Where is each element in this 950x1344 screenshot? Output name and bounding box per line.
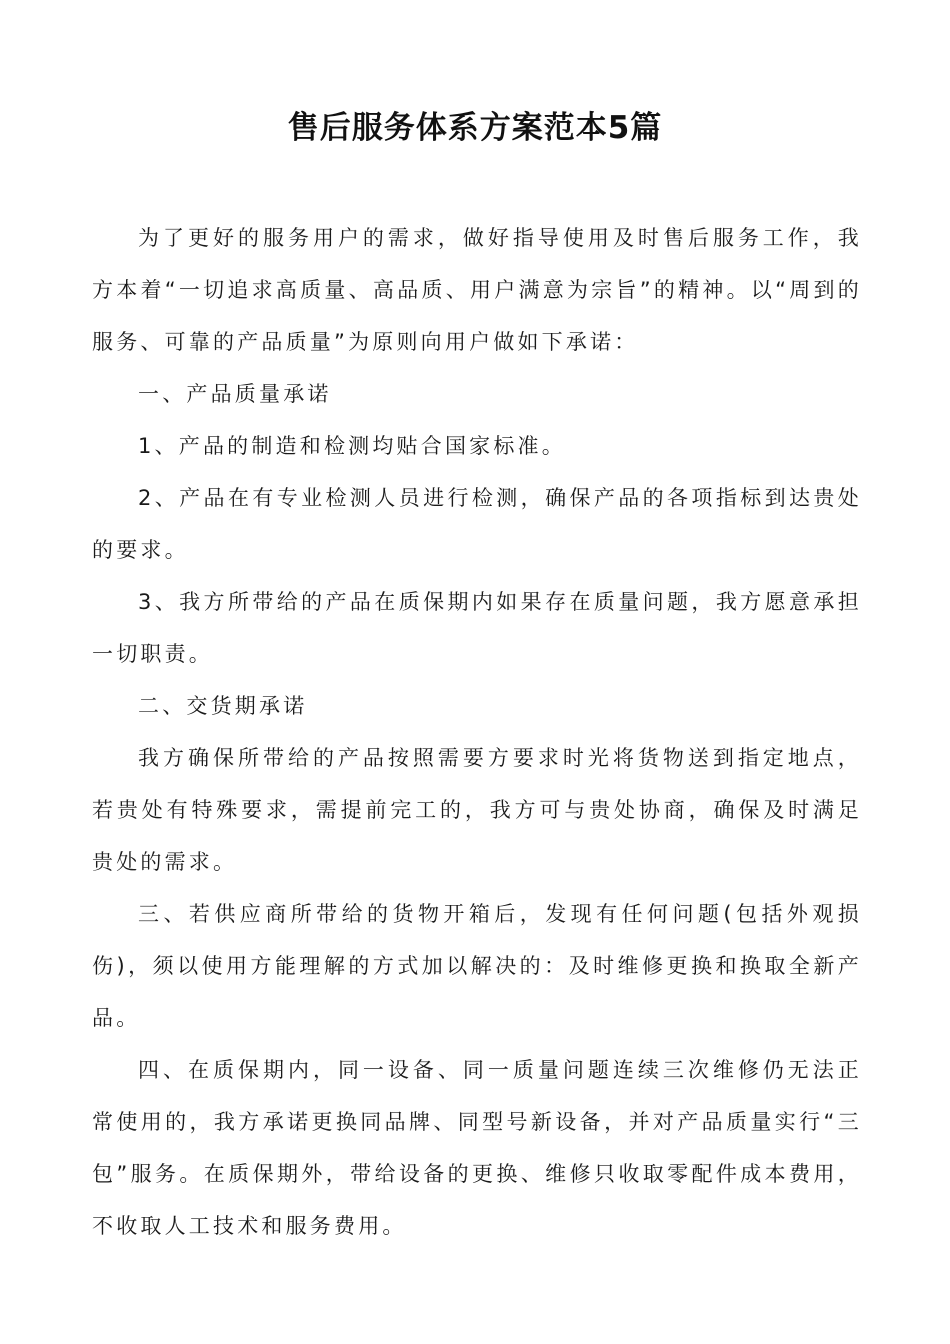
document-title: 售后服务体系方案范本5篇 <box>287 110 663 146</box>
quality-item-2: 2、产品在有专业检测人员进行检测，确保产品的各项指标到达贵处的要求。 <box>92 486 862 562</box>
delivery-paragraph: 我方确保所带给的产品按照需要方要求时光将货物送到指定地点，若贵处有特殊要求，需提前完工的，我方可与贵处协商，确保及时满足贵处的需求。 <box>92 746 862 874</box>
document-body <box>92 212 862 1252</box>
quality-item-3: 3、我方所带给的产品在质保期内如果存在质量问题，我方愿意承担一切职责。 <box>92 590 862 666</box>
section-heading-delivery: 二、交货期承诺 <box>138 694 308 718</box>
section-heading-quality: 一、产品质量承诺 <box>138 382 332 406</box>
section-four-paragraph: 四、在质保期内，同一设备、同一质量问题连续三次维修仍无法正常使用的，我方承诺更换同品牌、同型号新设备，并对产品质量实行“三包”服务。在质保期外，带给设备的更换、维修只收取零配件成本费用，不收取人工技术和服务费用。 <box>92 1058 862 1238</box>
quality-item-1: 1、产品的制造和检测均贴合国家标准。 <box>138 434 566 458</box>
intro-paragraph: 为了更好的服务用户的需求，做好指导使用及时售后服务工作，我方本着“一切追求高质量、高品质、用户满意为宗旨”的精神。以“周到的服务、可靠的产品质量”为原则向用户做如下承诺： <box>92 226 862 354</box>
section-three-paragraph: 三、若供应商所带给的货物开箱后，发现有任何问题(包括外观损伤)，须以使用方能理解的方式加以解决的：及时维修更换和换取全新产品。 <box>92 902 862 1030</box>
